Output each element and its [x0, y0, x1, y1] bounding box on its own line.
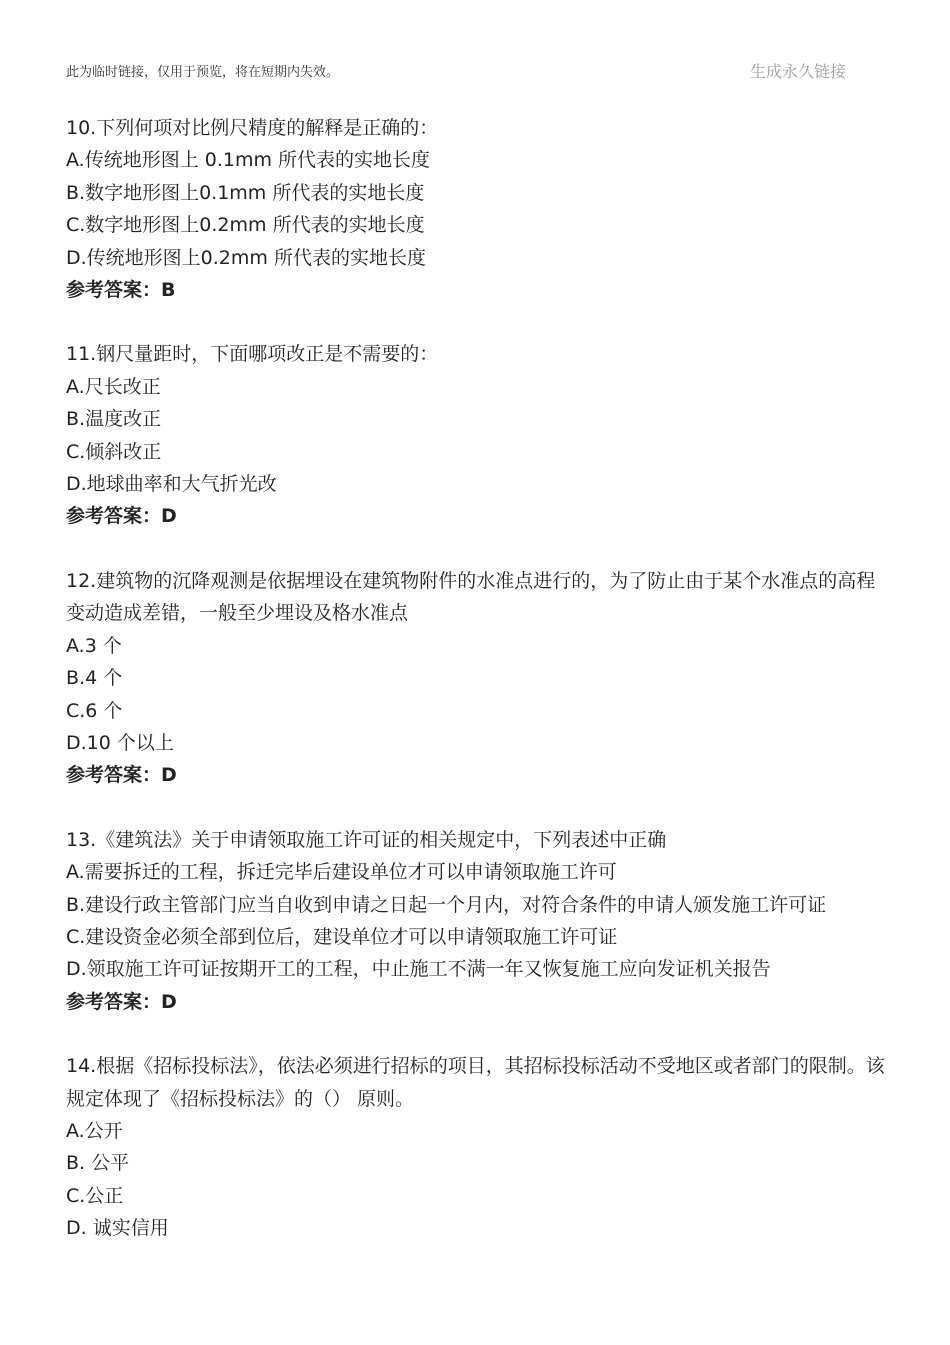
option-b: B.数字地形图上0.1mm 所代表的实地长度 [66, 181, 425, 204]
option-a: A.需要拆迁的工程，拆迁完毕后建设单位才可以申请领取施工许可 [66, 861, 617, 884]
question-stem: 14.根据《招标投标法》，依法必须进行招标的项目，其招标投标活动不受地区或者部门的限制。该规定体现了《招标投标法》的（） 原则。 [66, 1055, 885, 1110]
answer-value: B [161, 279, 176, 302]
option-a: A.公开 [66, 1119, 123, 1142]
option-d: D.领取施工许可证按期开工的工程，中止施工不满一年又恢复施工应向发证机关报告 [66, 958, 771, 981]
answer-label: 参考答案： [66, 990, 162, 1013]
option-a: A.尺长改正 [66, 375, 161, 398]
option-c: C.倾斜改正 [66, 440, 162, 463]
option-c: C.6 个 [66, 699, 123, 722]
answer-value: D [161, 764, 177, 787]
generate-permanent-link[interactable]: 生成永久链接 [749, 62, 846, 81]
option-d: D.10 个以上 [66, 731, 174, 754]
question-stem: 12.建筑物的沉降观测是依据埋设在建筑物附件的水准点进行的，为了防止由于某个水准点的高程变动造成差错，一般至少埋设及格水准点 [66, 569, 876, 625]
option-b: B.温度改正 [66, 408, 162, 431]
option-d: D.传统地形图上0.2mm 所代表的实地长度 [66, 246, 426, 269]
question-11 [66, 338, 888, 532]
question-list [66, 112, 888, 1277]
reference-answer [66, 500, 888, 532]
option-c: C.公正 [66, 1184, 124, 1207]
reference-answer [66, 986, 888, 1018]
option-d: D.地球曲率和大气折光改 [66, 473, 277, 496]
answer-value: D [161, 505, 177, 528]
question-12 [66, 565, 888, 792]
question-10 [66, 112, 888, 306]
preview-banner [66, 58, 846, 84]
reference-answer [66, 759, 888, 791]
temporary-link-notice: 此为临时链接，仅用于预览，将在短期内失效。 [66, 65, 340, 80]
option-b: B. 公平 [66, 1152, 130, 1175]
answer-label: 参考答案： [66, 505, 162, 528]
answer-label: 参考答案： [66, 279, 162, 302]
question-stem: 11.钢尺量距时，下面哪项改正是不需要的： [66, 343, 439, 366]
question-stem: 13.《建筑法》关于申请领取施工许可证的相关规定中，下列表述中正确 [66, 828, 667, 851]
reference-answer [66, 274, 888, 306]
option-a: A.3 个 [66, 634, 122, 657]
option-d: D. 诚实信用 [66, 1217, 169, 1240]
answer-value: D [161, 990, 177, 1013]
option-c: C.建设资金必须全部到位后，建设单位才可以申请领取施工许可证 [66, 925, 618, 948]
answer-label: 参考答案： [66, 764, 162, 787]
question-stem: 10.下列何项对比例尺精度的解释是正确的： [66, 117, 439, 139]
option-c: C.数字地形图上0.2mm 所代表的实地长度 [66, 214, 425, 237]
option-b: B.建设行政主管部门应当自收到申请之日起一个月内，对符合条件的申请人颁发施工许可证 [66, 893, 827, 916]
question-13 [66, 824, 888, 1018]
question-14 [66, 1050, 888, 1244]
option-a: A.传统地形图上 0.1mm 所代表的实地长度 [66, 149, 431, 172]
option-b: B.4 个 [66, 667, 123, 690]
